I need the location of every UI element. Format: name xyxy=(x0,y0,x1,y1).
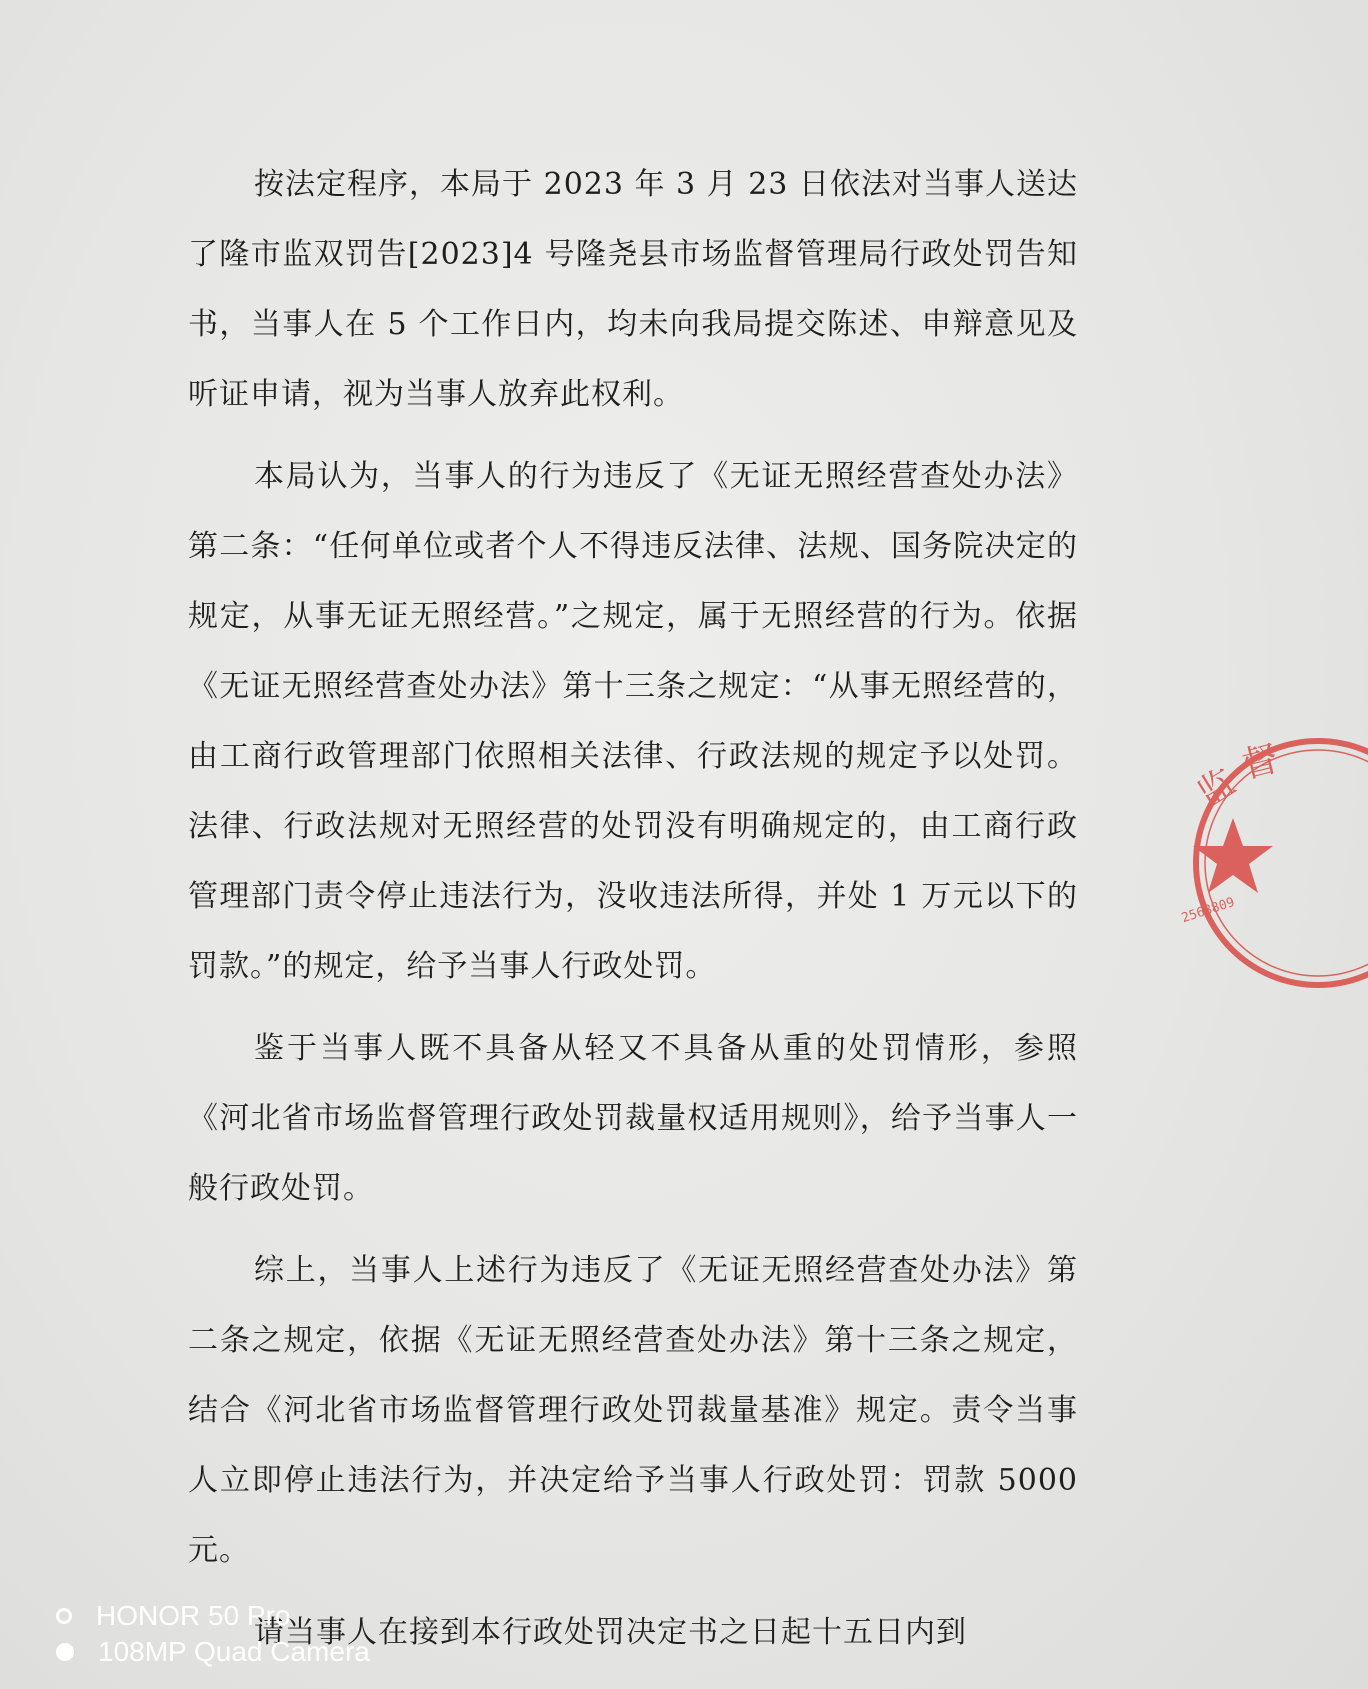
camera-model-text: HONOR 50 Pro xyxy=(96,1600,291,1631)
official-seal-stamp xyxy=(1179,738,1368,988)
paragraph-service-of-notice: 按法定程序，本局于 2023 年 3 月 23 日依法对当事人送达了隆市监双罚告[2023]4 号隆尧县市场监督管理局行政处罚告知书，当事人在 5 个工作日内，均未向我局提交陈述、申辩意见及听证申请，视为当事人放弃此权利。 xyxy=(188,167,1078,412)
document-body xyxy=(188,150,1078,1668)
ring-icon xyxy=(56,1608,72,1624)
dot-icon xyxy=(56,1643,74,1661)
camera-spec-text: 108MP Quad Camera xyxy=(98,1636,370,1667)
seal-char-2: 督 xyxy=(1237,738,1283,787)
paragraph-payment-instruction: 请当事人在接到本行政处罚决定书之日起十五日内到 xyxy=(254,1615,967,1650)
paragraph-discretion: 鉴于当事人既不具备从轻又不具备从重的处罚情形，参照《河北省市场监督管理行政处罚裁量权适用规则》，给予当事人一般行政处罚。 xyxy=(188,1031,1078,1206)
watermark-row-model xyxy=(56,1598,370,1634)
seal-serial-number: 2568809 xyxy=(1179,894,1237,927)
paragraph-decision: 综上，当事人上述行为违反了《无证无照经营查处办法》第二条之规定，依据《无证无照经营查处办法》第十三条之规定，结合《河北省市场监督管理行政处罚裁量基准》规定。责令当事人立即停止违法行为，并决定给予当事人行政处罚：罚款 5000 元。 xyxy=(188,1253,1078,1568)
watermark-row-camera xyxy=(56,1634,370,1670)
paragraph-legal-finding: 本局认为，当事人的行为违反了《无证无照经营查处办法》第二条：“任何单位或者个人不得违反法律、法规、国务院决定的规定，从事无证无照经营。”之规定，属于无照经营的行为。依据《无证无照经营查处办法》第十三条之规定：“从事无照经营的，由工商行政管理部门依照相关法律、行政法规的规定予以处罚。法律、行政法规对无照经营的处罚没有明确规定的，由工商行政管理部门责令停止违法行为，没收违法所得，并处 1 万元以下的罚款。”的规定，给予当事人行政处罚。 xyxy=(188,459,1078,984)
camera-watermark xyxy=(56,1598,370,1670)
seal-char-1: 监 xyxy=(1190,761,1243,816)
